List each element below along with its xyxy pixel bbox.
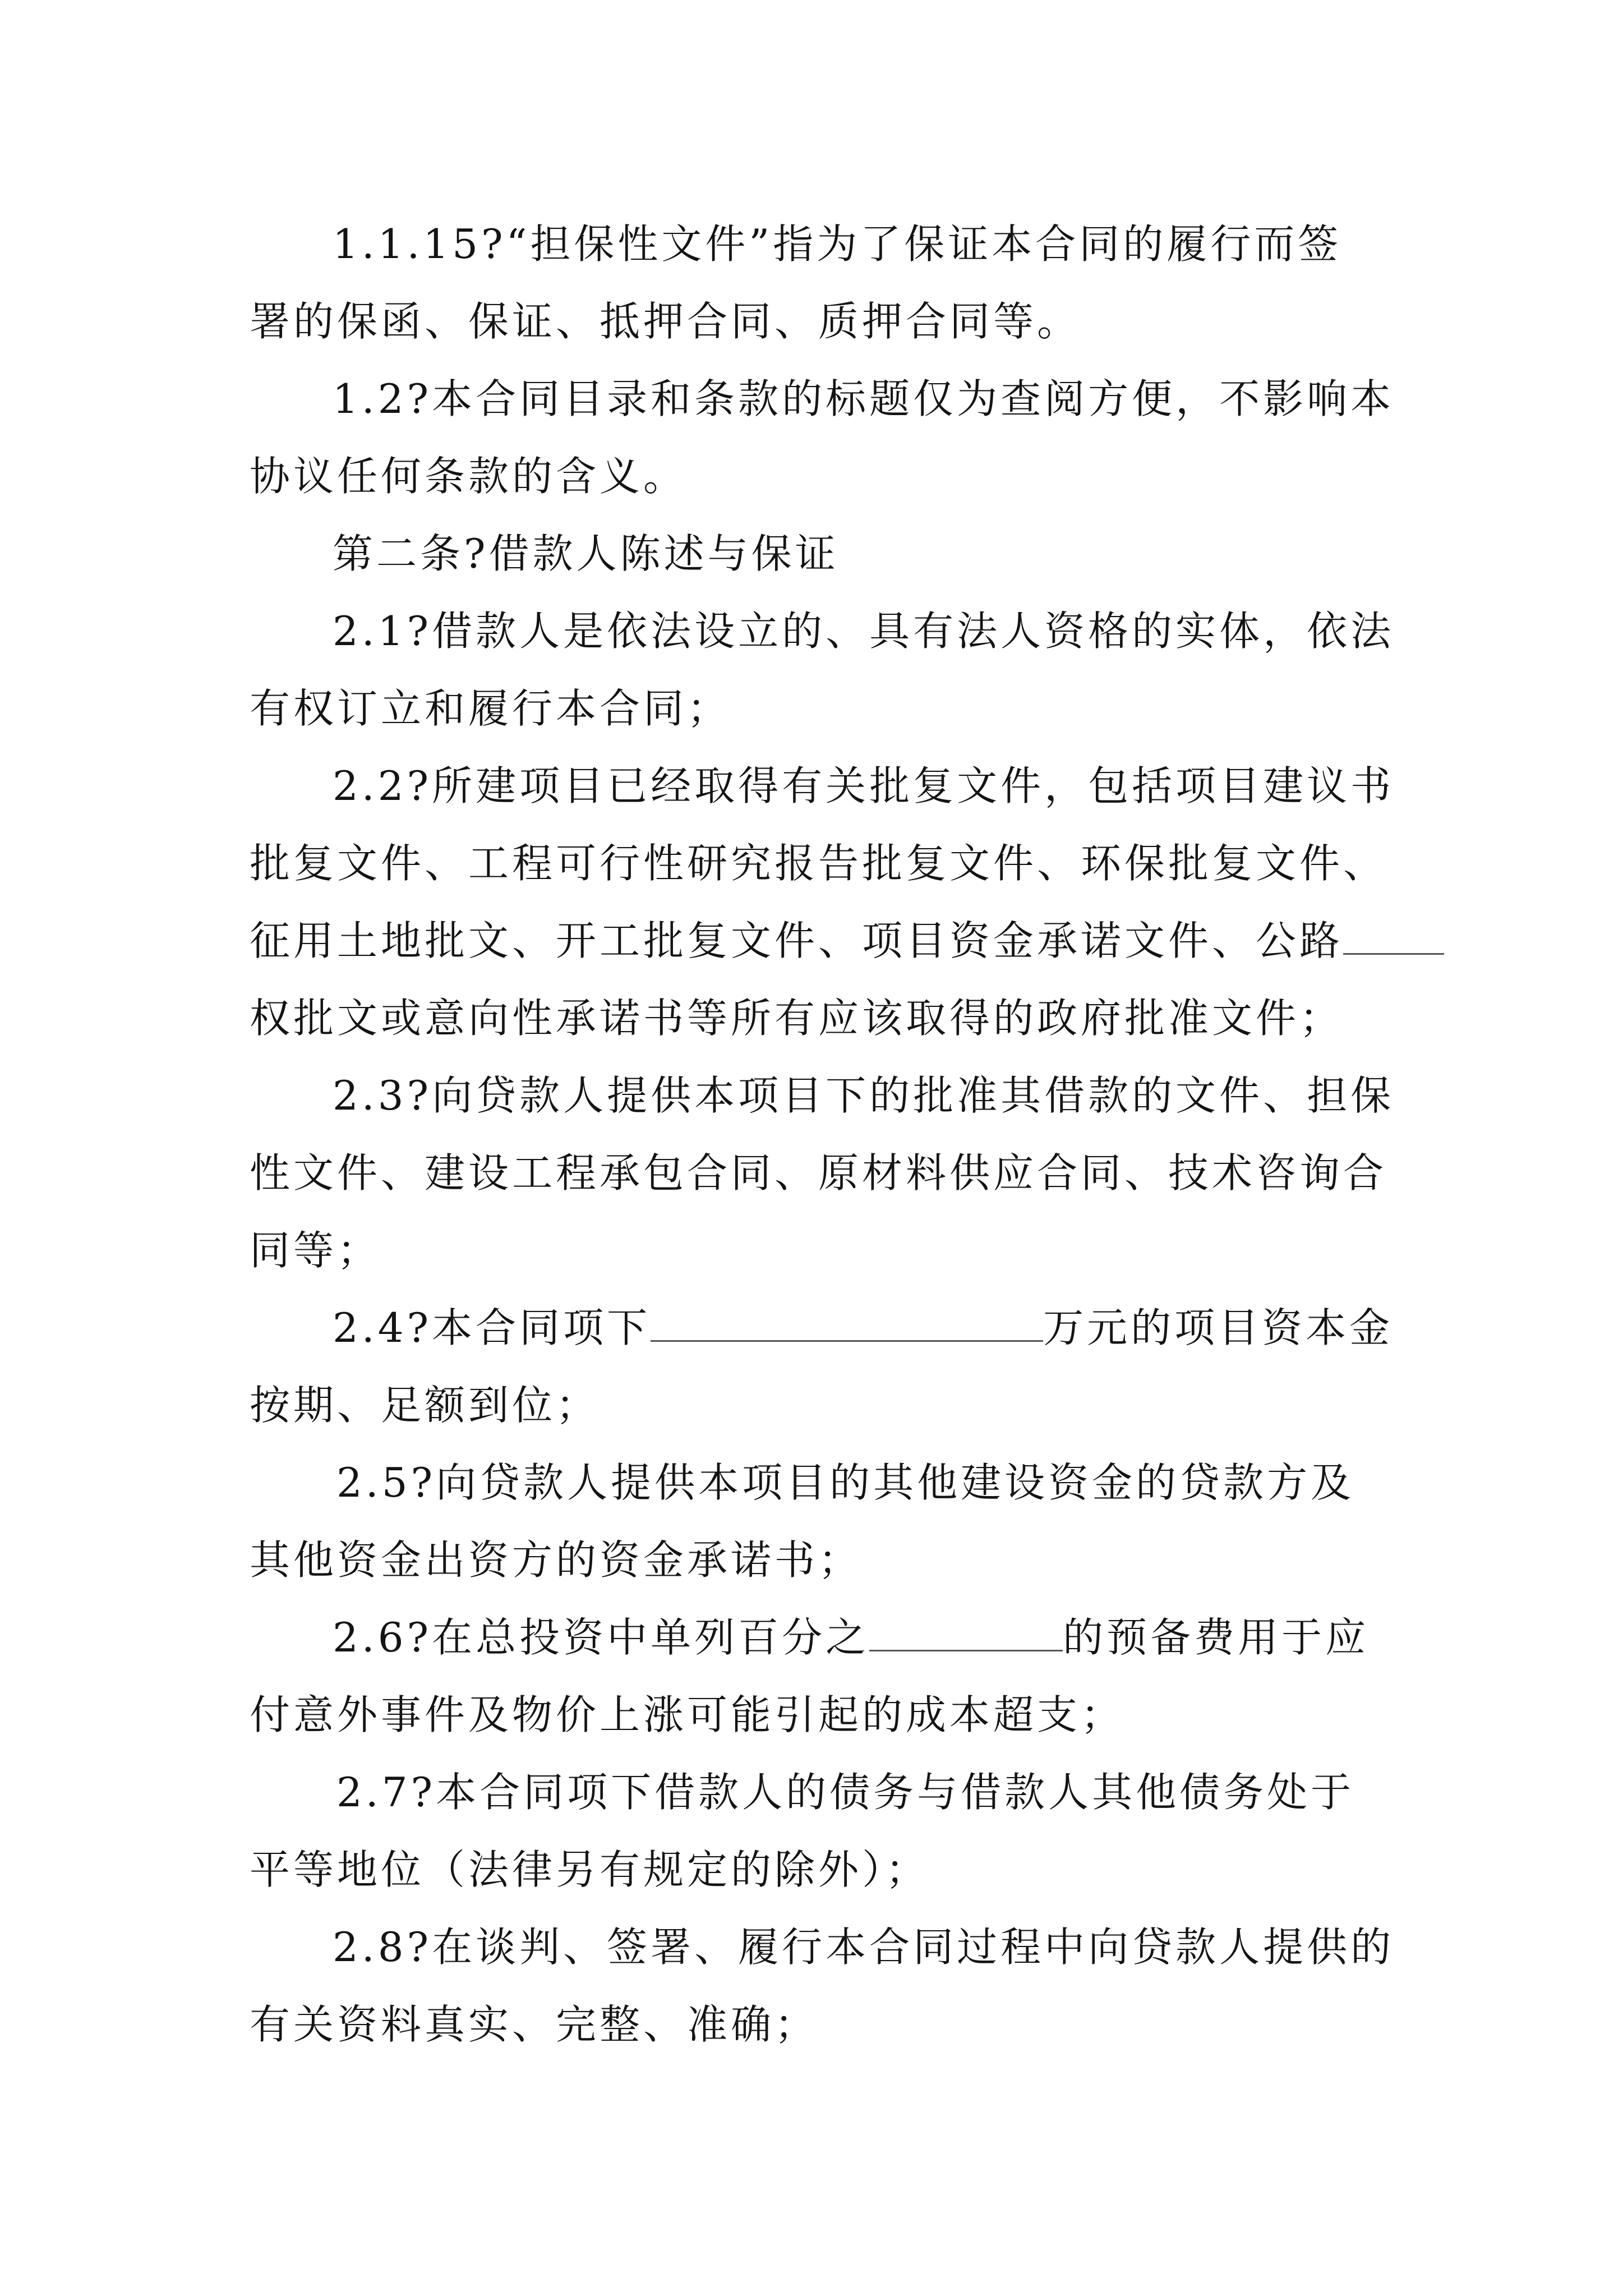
clause-2-2 bbox=[250, 747, 1405, 1057]
clause-1-2-line-1: 1.2?本合同目录和条款的标题仅为查阅方便，不影响本 bbox=[333, 375, 1395, 422]
clause-2-1-line-1: 2.1?借款人是依法设立的、具有法人资格的实体，依法 bbox=[333, 608, 1395, 655]
clause-2-2-line-2: 批复文件、工程可行性研究报告批复文件、环保批复文件、 bbox=[250, 840, 1387, 887]
clause-2-4-line-1 bbox=[250, 1289, 1405, 1366]
article-2-heading: 第二条?借款人陈述与保证 bbox=[333, 530, 839, 577]
clause-2-8 bbox=[250, 1908, 1405, 2063]
clause-1-2-line-2: 协议任何条款的含义。 bbox=[250, 453, 688, 500]
clause-2-1 bbox=[250, 592, 1405, 747]
clause-2-6-line-1-text-after: 的预备费用于应 bbox=[1063, 1614, 1370, 1661]
clause-2-7-line-1: 2.7?本合同项下借款人的债务与借款人其他债务处于 bbox=[336, 1769, 1355, 1816]
clause-2-3 bbox=[250, 1057, 1405, 1289]
blank-road-field[interactable] bbox=[1343, 918, 1444, 955]
clause-1-1-15-line-1: 1.1.15?“担保性文件”指为了保证本合同的履行而签 bbox=[333, 220, 1342, 268]
clause-2-3-line-3: 同等； bbox=[250, 1227, 381, 1274]
clause-1-2 bbox=[250, 360, 1405, 515]
clause-1-1-15-line-2: 署的保函、保证、抵押合同、质押合同等。 bbox=[250, 298, 1081, 345]
clause-2-3-line-1: 2.3?向贷款人提供本项目下的批准其借款的文件、担保 bbox=[333, 1072, 1395, 1119]
clause-1-1-15 bbox=[250, 205, 1405, 360]
blank-capital-amount-field[interactable] bbox=[651, 1305, 1043, 1342]
clause-2-6 bbox=[250, 1599, 1405, 1754]
clause-2-4-line-1-text-after: 万元的项目资本金 bbox=[1043, 1304, 1394, 1351]
clause-2-6-line-1-text-before: 2.6?在总投资中单列百分之 bbox=[333, 1614, 870, 1661]
clause-2-5-line-2: 其他资金出资方的资金承诺书； bbox=[250, 1536, 863, 1584]
clause-2-8-line-1: 2.8?在谈判、签署、履行本合同过程中向贷款人提供的 bbox=[333, 1924, 1395, 1971]
clause-2-3-line-2: 性文件、建设工程承包合同、原材料供应合同、技术咨询合 bbox=[250, 1149, 1387, 1197]
clause-2-1-line-2: 有权订立和履行本合同； bbox=[250, 685, 731, 732]
clause-2-5-line-1: 2.5?向贷款人提供本项目的其他建设资金的贷款方及 bbox=[336, 1459, 1355, 1506]
clause-2-5 bbox=[250, 1444, 1405, 1599]
clause-2-2-line-3-text: 征用土地批文、开工批复文件、项目资金承诺文件、公路 bbox=[250, 917, 1344, 964]
clause-2-4-line-2: 按期、足额到位； bbox=[250, 1382, 600, 1429]
clause-2-2-line-3 bbox=[250, 902, 1405, 979]
clause-2-6-line-2: 付意外事件及物价上涨可能引起的成本超支； bbox=[250, 1691, 1125, 1738]
clause-2-7-line-2: 平等地位（法律另有规定的除外）； bbox=[250, 1846, 930, 1893]
blank-contingency-percent-field[interactable] bbox=[869, 1615, 1063, 1651]
clause-2-4-line-1-text-before: 2.4?本合同项下 bbox=[333, 1304, 651, 1351]
clause-2-8-line-2: 有关资料真实、完整、准确； bbox=[250, 2001, 819, 2048]
clause-2-4 bbox=[250, 1289, 1405, 1444]
clause-2-2-line-4: 权批文或意向性承诺书等所有应该取得的政府批准文件； bbox=[250, 995, 1344, 1042]
clause-2-2-line-1: 2.2?所建项目已经取得有关批复文件，包括项目建议书 bbox=[333, 762, 1395, 809]
clause-2-6-line-1 bbox=[250, 1599, 1405, 1676]
clause-2-7 bbox=[250, 1754, 1405, 1908]
